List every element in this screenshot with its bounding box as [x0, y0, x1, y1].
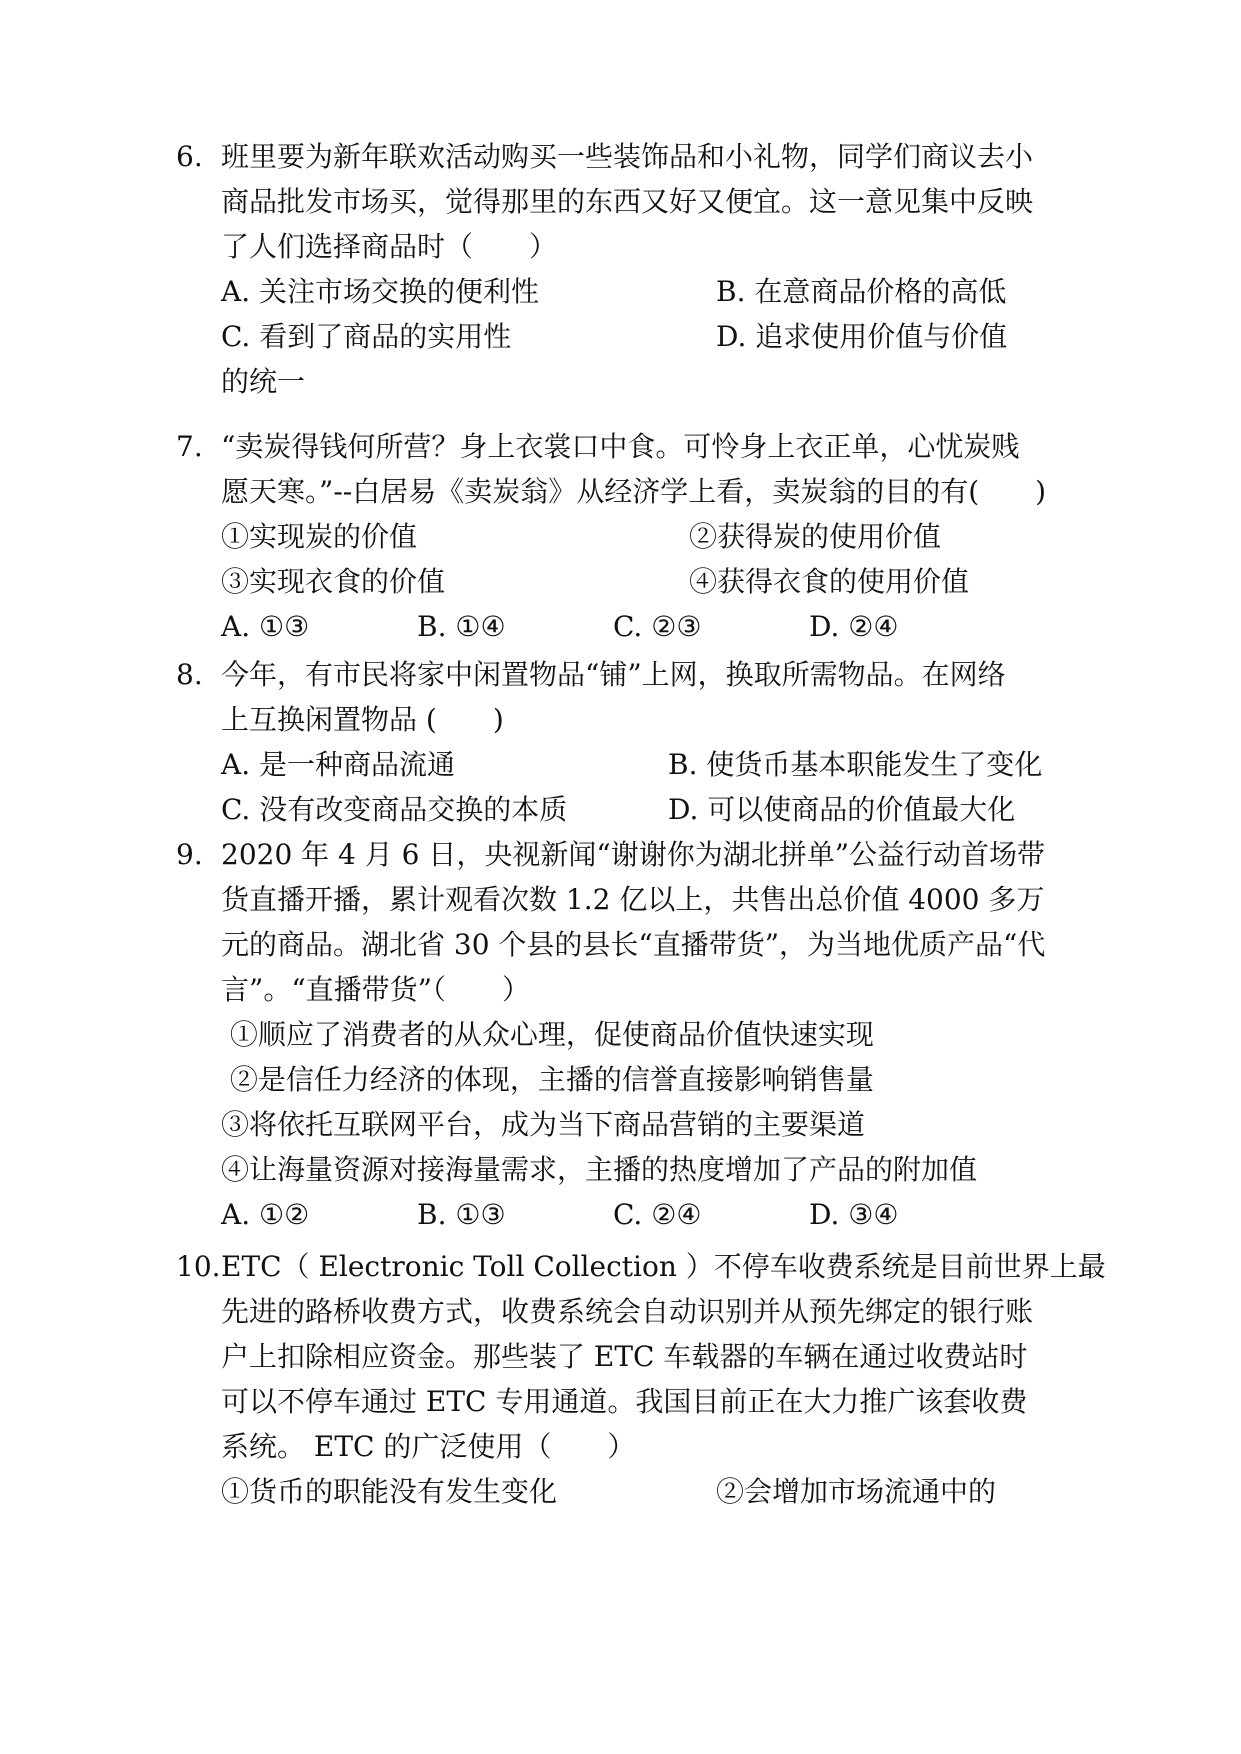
question-text: 户上扣除相应资金。那些装了 ETC 车载器的车辆在通过收费站时	[221, 1340, 1028, 1373]
option-d: D. ③④	[809, 1198, 899, 1231]
option-a: A. ①②	[221, 1198, 310, 1231]
question-text: 言”。“直播带货”（ ）	[221, 973, 530, 1006]
option-d-continuation: 的统一	[221, 365, 306, 398]
statement-1: ①货币的职能没有发生变化	[221, 1475, 558, 1508]
question-text: 货直播开播，累计观看次数 1.2 亿以上，共售出总价值 4000 多万	[221, 883, 1045, 916]
question-9	[176, 832, 1096, 1237]
question-text: 系统。 ETC 的广泛使用（ ）	[221, 1430, 636, 1463]
question-text: 可以不停车通过 ETC 专用通道。我国目前正在大力推广该套收费	[221, 1385, 1028, 1418]
question-number: 10.	[176, 1250, 221, 1283]
option-c: C. 没有改变商品交换的本质	[221, 793, 568, 826]
option-b: B. ①③	[417, 1198, 506, 1231]
option-a: A. 是一种商品流通	[221, 748, 456, 781]
option-d: D. ②④	[809, 610, 899, 643]
question-text: 元的商品。湖北省 30 个县的县长“直播带货”，为当地优质产品“代	[221, 928, 1046, 961]
question-text: 先进的路桥收费方式，收费系统会自动识别并从预先绑定的银行账	[221, 1295, 1034, 1328]
question-text: 愿天寒。”--白居易《卖炭翁》从经济学上看，卖炭翁的目的有( )	[221, 475, 1047, 508]
question-text: 今年，有市民将家中闲置物品“铺”上网，换取所需物品。在网络	[221, 658, 1006, 691]
question-text: 商品批发市场买，觉得那里的东西又好又便宜。这一意见集中反映	[221, 185, 1034, 218]
question-number: 9.	[176, 838, 203, 871]
question-10	[176, 1244, 1106, 1514]
option-d: D. 追求使用价值与价值	[716, 320, 1008, 353]
option-c: C. ②④	[613, 1198, 702, 1231]
option-b: B. 使货币基本职能发生了变化	[668, 748, 1043, 781]
question-text: 上互换闲置物品 ( )	[221, 703, 504, 736]
statement-3: ③将依托互联网平台，成为当下商品营销的主要渠道	[221, 1108, 866, 1141]
question-number: 7.	[176, 430, 203, 463]
question-text: 班里要为新年联欢活动购买一些装饰品和小礼物，同学们商议去小	[221, 140, 1034, 173]
question-text: ETC（ Electronic Toll Collection ）不停车收费系统是目前世界上最	[221, 1250, 1106, 1283]
statement-3: ③实现衣食的价值	[221, 565, 446, 598]
statement-2: ②获得炭的使用价值	[689, 520, 942, 553]
question-6	[176, 134, 1096, 404]
statement-1: ①顺应了消费者的从众心理，促使商品价值快速实现	[221, 1018, 874, 1051]
statement-4: ④获得衣食的使用价值	[689, 565, 970, 598]
question-number: 8.	[176, 658, 203, 691]
option-d: D. 可以使商品的价值最大化	[668, 793, 1016, 826]
question-text: 了人们选择商品时（ ）	[221, 230, 558, 263]
option-b: B. ①④	[417, 610, 506, 643]
statement-4: ④让海量资源对接海量需求，主播的热度增加了产品的附加值	[221, 1153, 978, 1186]
option-c: C. ②③	[613, 610, 702, 643]
statement-1: ①实现炭的价值	[221, 520, 418, 553]
question-text: 2020 年 4 月 6 日，央视新闻“谢谢你为湖北拼单”公益行动首场带	[221, 838, 1046, 871]
option-c: C. 看到了商品的实用性	[221, 320, 512, 353]
question-number: 6.	[176, 140, 203, 173]
option-a: A. ①③	[221, 610, 310, 643]
question-7	[176, 424, 1096, 649]
question-text: “卖炭得钱何所营？身上衣裳口中食。可怜身上衣正单，心忧炭贱	[221, 430, 1020, 463]
question-8	[176, 652, 1096, 832]
statement-2: ②会增加市场流通中的	[716, 1475, 997, 1508]
statement-2: ②是信任力经济的体现，主播的信誉直接影响销售量	[221, 1063, 874, 1096]
option-a: A. 关注市场交换的便利性	[221, 275, 540, 308]
option-b: B. 在意商品价格的高低	[716, 275, 1007, 308]
